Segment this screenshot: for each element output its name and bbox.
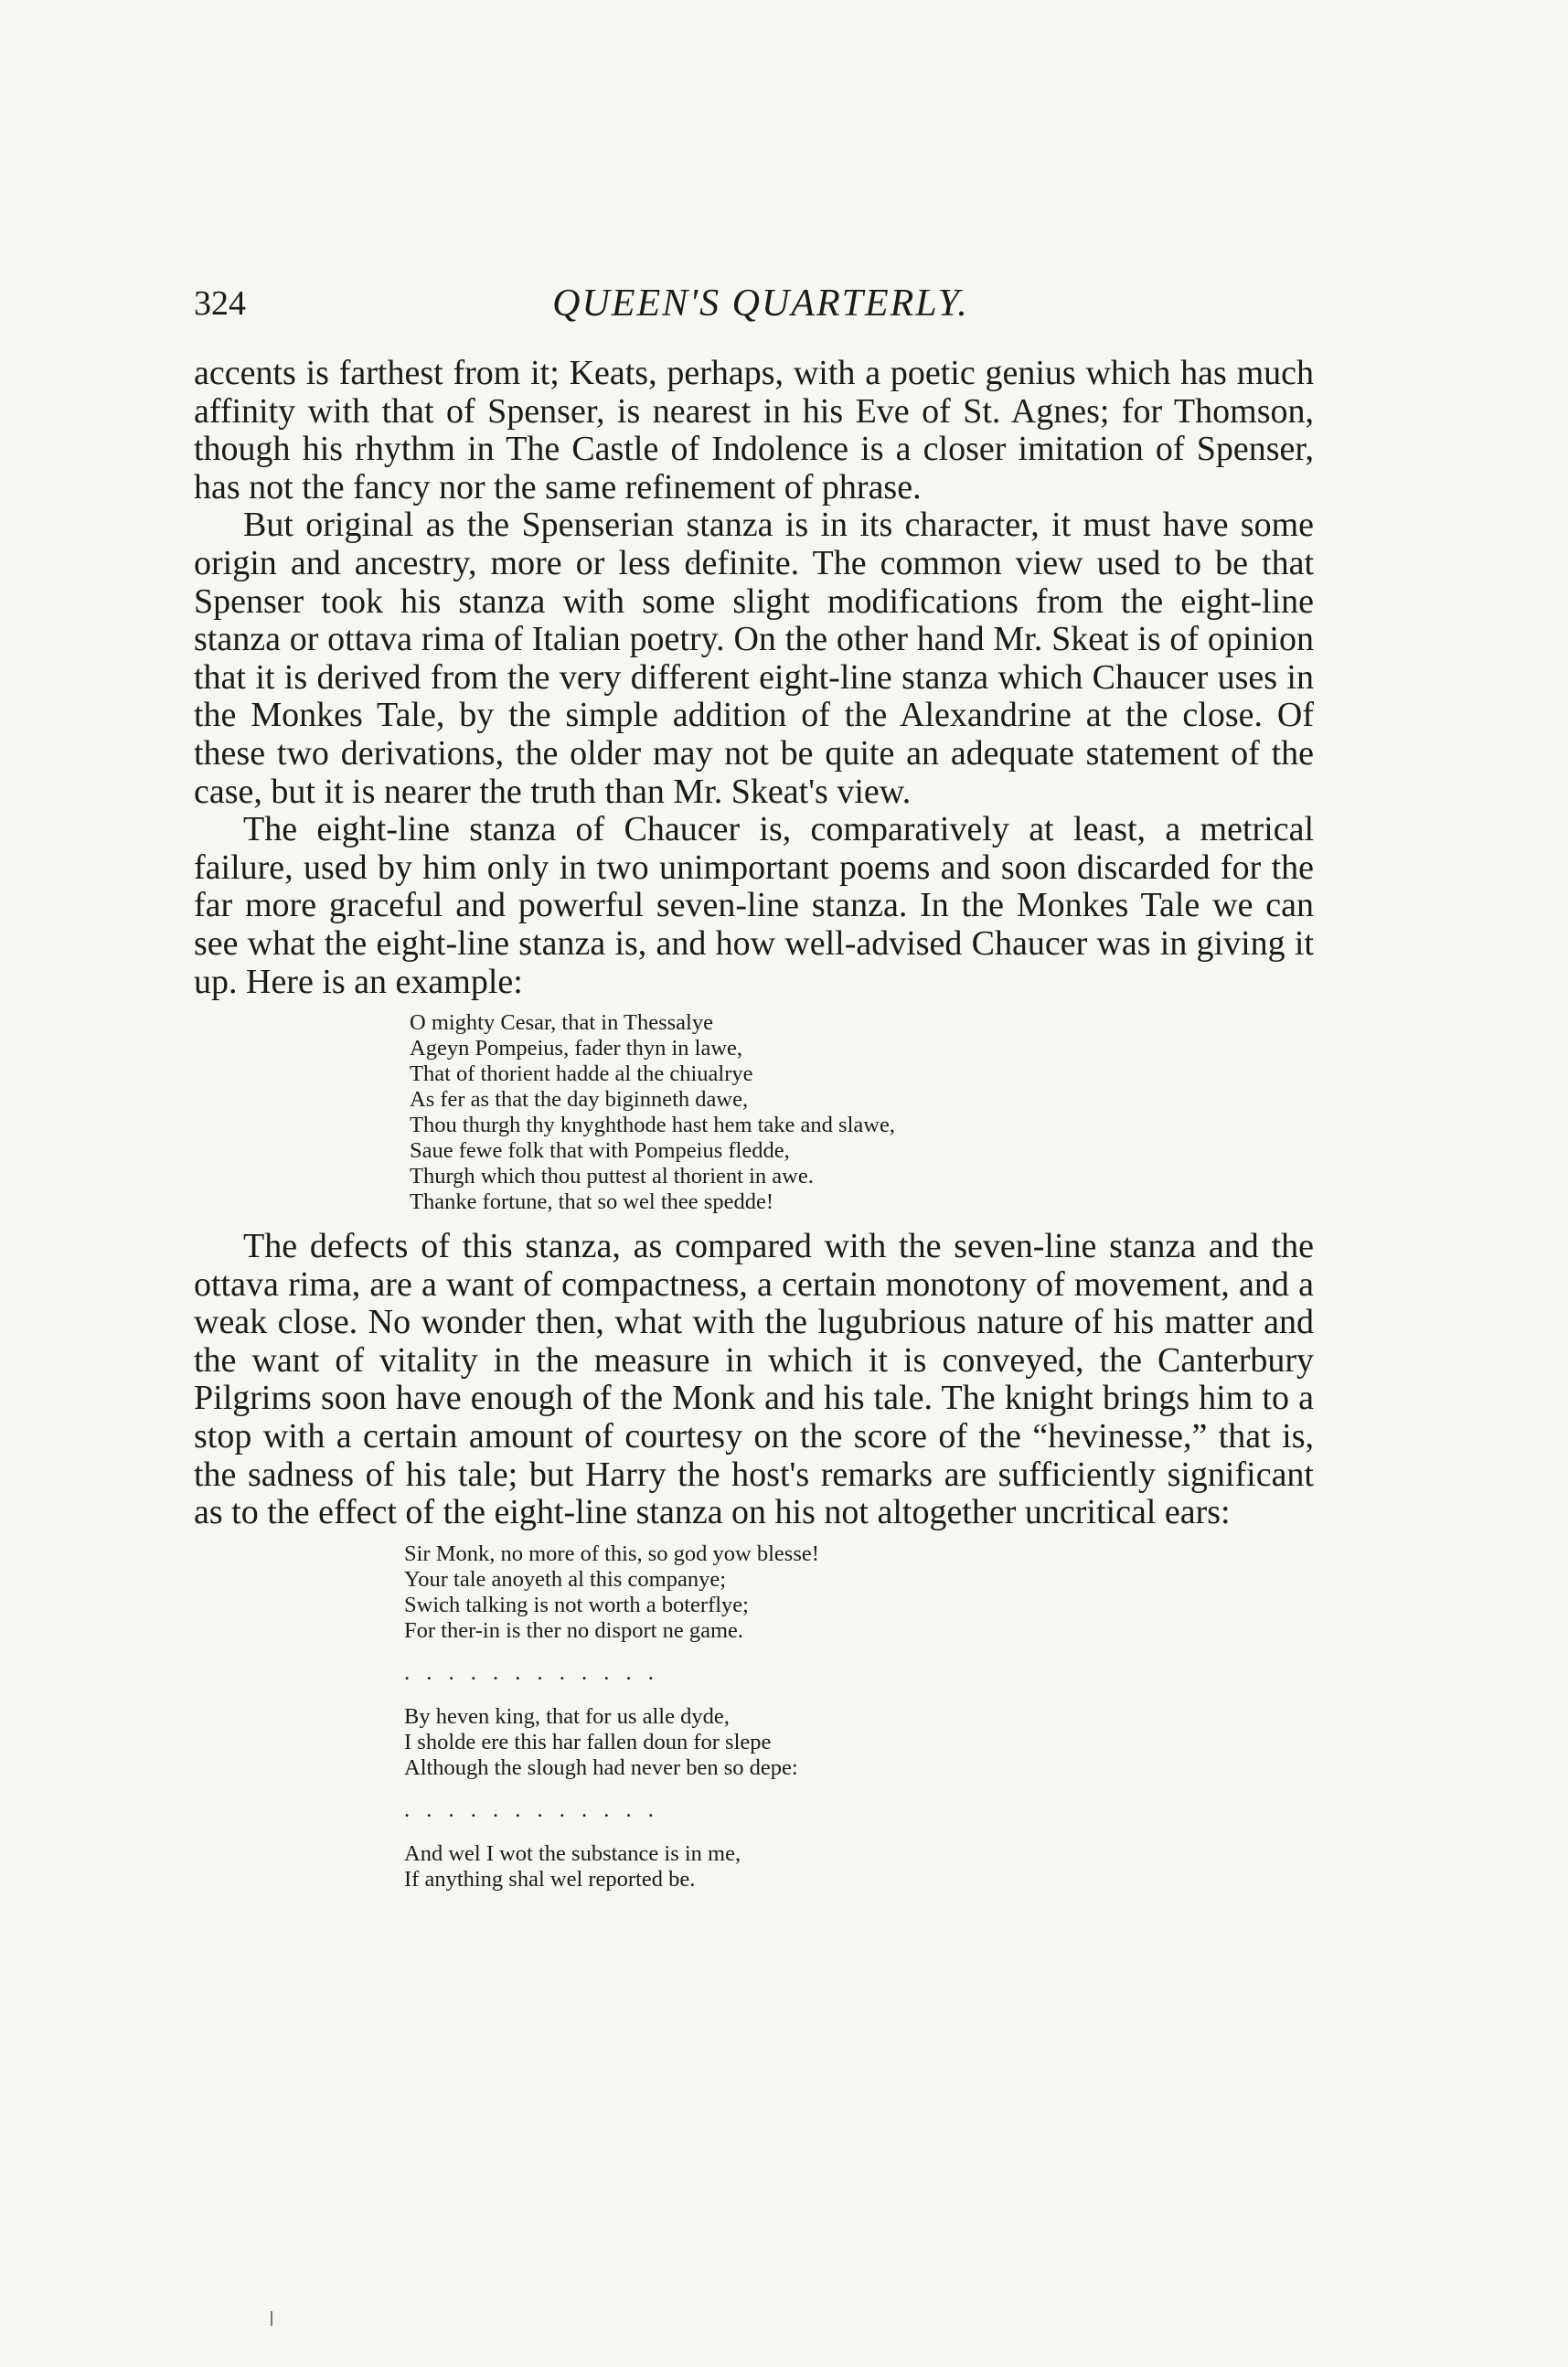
ellipsis-dots: . . . . . . . . . . . . <box>404 1797 659 1822</box>
running-head: QUEEN'S QUARTERLY. <box>552 283 969 325</box>
verse-line: That of thorient hadde al the chiualrye <box>410 1061 753 1087</box>
verse-line: Thanke fortune, that so wel thee spedde! <box>410 1189 773 1215</box>
verse-line: By heven king, that for us alle dyde, <box>404 1703 730 1729</box>
verse-line: Your tale anoyeth al this companye; <box>404 1566 727 1592</box>
page-body <box>194 355 1314 1903</box>
paragraph-1: accents is farthest from it; Keats, perhaps, with a poetic genius which has much affinity with that of Spenser, is nearest in his Eve of St. Agnes; for Thomson, though his rhythm in The Castle of Indolence is a closer imitation of Spenser, has not the fancy nor the same refinement of phrase. <box>194 354 1314 506</box>
page-header <box>194 274 1328 338</box>
verse-line: And wel I wot the substance is in me, <box>404 1840 741 1866</box>
verse-line: O mighty Cesar, that in Thessalye <box>410 1010 713 1036</box>
verse-line: As fer as that the day biginneth dawe, <box>410 1087 749 1113</box>
verse-line: For ther-in is ther no disport ne game. <box>404 1617 744 1643</box>
ellipsis-dots: . . . . . . . . . . . . <box>404 1659 659 1685</box>
verse-line: Thou thurgh thy knyghthode hast hem take and slawe, <box>410 1113 895 1138</box>
verse-line: I sholde ere this har fallen doun for slepe <box>404 1729 772 1754</box>
verse-quote-monkes-tale <box>194 1010 1314 1215</box>
verse-line: Sir Monk, no more of this, so god yow blesse! <box>404 1541 819 1566</box>
verse-quote-host <box>194 1541 1314 1893</box>
verse-line: If anything shal wel reported be. <box>404 1866 696 1892</box>
verse-line: Saue fewe folk that with Pompeius fledde, <box>410 1138 790 1164</box>
margin-mark <box>271 2311 272 2326</box>
verse-line: Swich talking is not worth a boterflye; <box>404 1592 749 1617</box>
verse-line: Thurgh which thou puttest al thorient in awe. <box>410 1164 814 1189</box>
verse-line: Ageyn Pompeius, fader thyn in lawe, <box>410 1036 743 1061</box>
paragraph-3: The eight-line stanza of Chaucer is, comparatively at least, a metrical failure, used by him only in two unimportant poems and soon discarded for the far more graceful and powerful seven-line stanza. In the Monkes Tale we can see what the eight-line stanza is, and how well-advised Chaucer was in giving it up. Here is an example: <box>194 810 1314 1001</box>
verse-line: Although the slough had never ben so depe: <box>404 1754 798 1780</box>
paragraph-2: But original as the Spenserian stanza is in its character, it must have some origin and ancestry, more or less definite. The common view used to be that Spenser took his stanza with some slight modifications from the eight-line stanza or ottava rima of Italian poetry. On the other hand Mr. Skeat is of opinion that it is derived from the very different eight-line stanza which Chaucer uses in the Monkes Tale, by the simple addition of the Alexandrine at the close. Of these two derivations, the older may not be quite an adequate statement of the case, but it is nearer the truth than Mr. Skeat's view. <box>194 506 1314 811</box>
paragraph-4: The defects of this stanza, as compared with the seven-line stanza and the ottava rima, are a want of compactness, a certain monotony of movement, and a weak close. No wonder then, what with the lugubrious nature of his matter and the want of vitality in the measure in which it is conveyed, the Canterbury Pilgrims soon have enough of the Monk and his tale. The knight brings him to a stop with a certain amount of courtesy on the score of the “hevinesse,” that is, the sadness of his tale; but Harry the host's remarks are sufficiently significant as to the effect of the eight-line stanza on his not altogether uncritical ears: <box>194 1227 1314 1532</box>
page-number: 324 <box>194 284 246 323</box>
